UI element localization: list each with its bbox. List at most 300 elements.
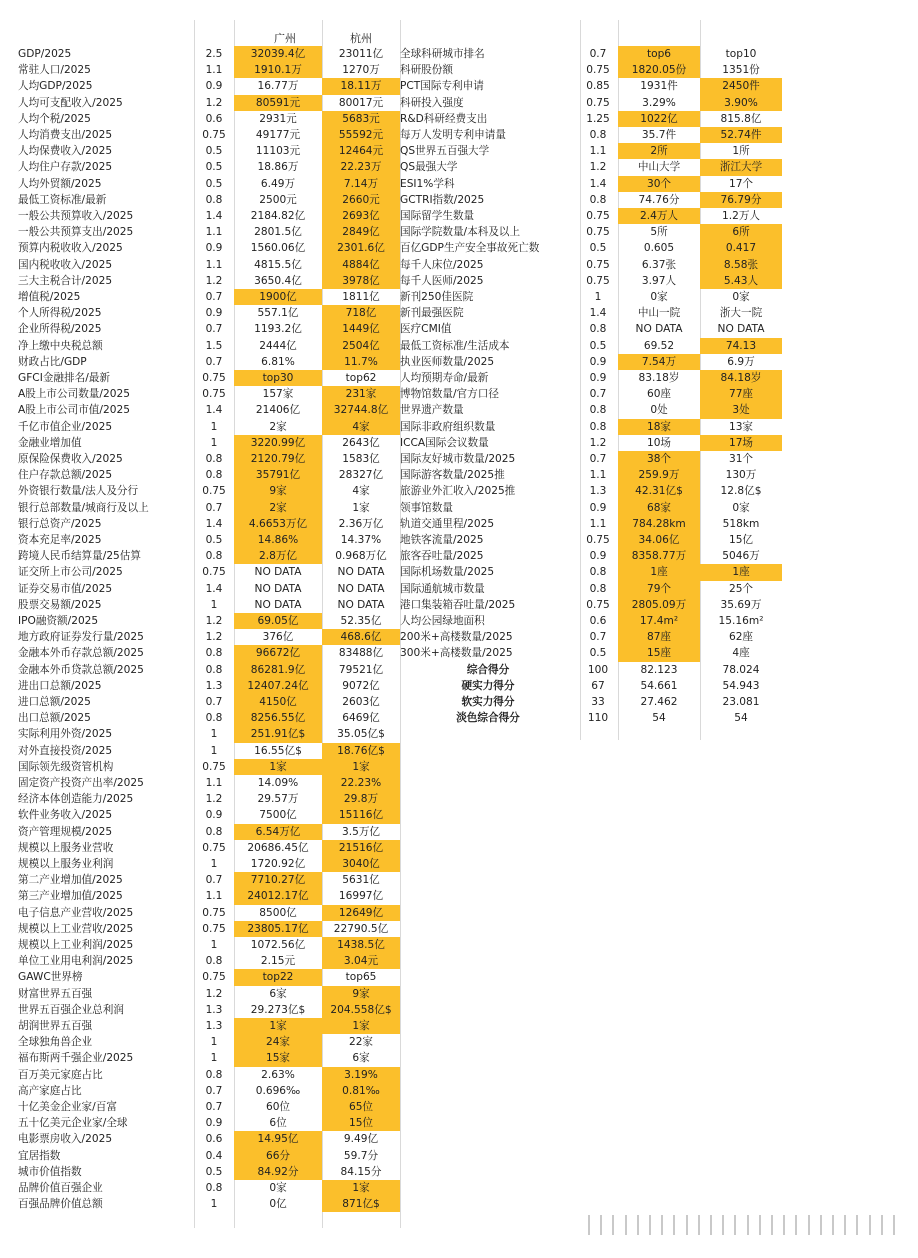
city-b-value: 1.2万人 [721, 210, 761, 222]
metric-name: 高产家庭占比 [18, 1084, 82, 1097]
city-a-value: 2444亿 [259, 339, 297, 352]
metric-name: 宜居指数 [18, 1149, 61, 1162]
city-a-value: 7710.27亿 [234, 872, 322, 888]
metric-name: 人均预期寿命/最新 [400, 372, 489, 384]
left-row [16, 921, 401, 937]
city-a-value: 8358.77万 [618, 548, 700, 564]
city-a-value: 10场 [646, 436, 672, 449]
right-row [398, 386, 904, 402]
city-b-value: 518km [722, 517, 760, 530]
city-a-value: 21406亿 [255, 404, 301, 417]
right-row [398, 192, 904, 208]
city-a-value: 1家 [234, 759, 322, 775]
city-a-value: 18.86万 [257, 161, 299, 174]
right-row [398, 305, 904, 321]
city-a-value: 38个 [618, 451, 700, 467]
city-a-score: 27.462 [640, 696, 678, 708]
weight-value: 0.5 [205, 145, 223, 158]
city-a-value: 35791亿 [234, 467, 322, 483]
weight-value: 0.7 [589, 453, 607, 465]
city-a-value: 34.06亿 [618, 532, 700, 548]
city-a-value: 74.76分 [638, 193, 680, 206]
city-b-value: 14.37% [340, 534, 382, 546]
weight-value: 1 [594, 291, 602, 303]
metric-name: 轨道交通里程/2025 [400, 517, 495, 530]
left-row [16, 791, 401, 807]
right-row [398, 435, 904, 451]
left-row [16, 743, 401, 759]
city-b-value: 0家 [732, 291, 750, 303]
city-b-value: 55592元 [322, 127, 400, 143]
right-row [398, 597, 904, 613]
city-b-value: 35.69万 [720, 598, 762, 611]
right-row [398, 289, 904, 305]
weight-value: 0.75 [586, 258, 610, 271]
left-row [16, 143, 401, 159]
city-a-value: NO DATA [254, 582, 302, 595]
left-row [16, 208, 401, 224]
city-a-score: 54.661 [640, 679, 678, 692]
weight-value: 0.8 [205, 955, 223, 968]
weight-value: 0.8 [205, 825, 223, 838]
city-a-value: 4815.5亿 [254, 258, 302, 271]
metric-name: QS世界五百强大学 [400, 145, 490, 158]
metric-name: 固定资产投资产出率/2025 [18, 777, 144, 789]
weight-value: 0.5 [589, 242, 607, 255]
left-row [16, 1180, 401, 1196]
metric-name: 百亿GDP生产安全事故死亡数 [400, 242, 540, 255]
city-b-value: 2.36万亿 [338, 517, 384, 530]
city-b-value: 9家 [322, 986, 400, 1002]
weight-value: 0.5 [205, 534, 223, 546]
metric-name: 规模以上服务业营收 [18, 841, 114, 854]
metric-name: 证交所上市公司/2025 [18, 566, 123, 579]
weight-value: 1.2 [205, 615, 223, 627]
right-row [398, 143, 904, 159]
weight-value: 0.7 [205, 355, 223, 368]
city-a-value: 1022亿 [618, 111, 700, 127]
city-a-value: 84.92分 [234, 1164, 322, 1180]
weight-value: 0.5 [589, 339, 607, 352]
right-row [398, 46, 904, 62]
left-row [16, 95, 401, 111]
metric-name: 规模以上工业利润/2025 [18, 939, 134, 951]
city-b-value: 1家 [322, 759, 400, 775]
city-a-value: 12407.24亿 [234, 678, 322, 694]
city-a-value: 83.18岁 [638, 372, 680, 384]
weight-value: 0.7 [205, 291, 223, 303]
left-row [16, 338, 401, 354]
city-b-value: 5046万 [722, 550, 760, 563]
city-a-value: 157家 [262, 388, 294, 401]
city-b-value: 浙江大学 [700, 159, 782, 175]
left-row [16, 888, 401, 904]
weight-value: 0.9 [205, 242, 223, 255]
metric-name: GFCI金融排名/最新 [18, 372, 110, 384]
city-a-value: 16.77万 [257, 80, 299, 93]
metric-name: 执业医师数量/2025 [400, 355, 495, 368]
city-a-value: 2805.09万 [618, 597, 700, 613]
city-a-value: 68家 [618, 500, 700, 516]
right-row [398, 127, 904, 143]
score-label: 硬实力得分 [461, 679, 515, 692]
right-row [398, 402, 904, 418]
city-a-value: 2.15元 [260, 955, 296, 968]
city-a-value: 376亿 [262, 631, 294, 644]
city-a-value: 9家 [234, 483, 322, 499]
weight-value: 0.6 [205, 1133, 223, 1146]
metric-name: 国际机场数量/2025 [400, 566, 495, 579]
city-b-value: 3处 [700, 402, 782, 418]
weight-value: 0.7 [205, 696, 223, 708]
weight-value: 0.75 [202, 485, 226, 498]
weight-value: 1.1 [205, 258, 223, 271]
metric-name: 每千人医师/2025 [400, 274, 484, 287]
city-b-value: 84.18岁 [700, 370, 782, 386]
metric-name: 银行总资产/2025 [18, 517, 102, 530]
left-row [16, 1196, 401, 1212]
left-row [16, 111, 401, 127]
weight-value: 0.75 [586, 598, 610, 611]
city-a-value: NO DATA [635, 323, 683, 336]
city-b-value: 3.90% [700, 95, 782, 111]
city-a-value: 32039.4亿 [234, 46, 322, 62]
metric-name: 五十亿美元企业家/全球 [18, 1117, 128, 1130]
weight-value: 1.5 [205, 339, 223, 352]
score-row [398, 662, 904, 678]
city-a-value: 16.55亿$ [254, 744, 302, 757]
city-a-value: 784.28km [618, 516, 700, 532]
metric-name: A股上市公司市值/2025 [18, 404, 130, 417]
left-row [16, 370, 401, 386]
metric-name: 增值税/2025 [18, 291, 81, 303]
city-b-value: 15位 [322, 1115, 400, 1131]
metric-name: 人均住户存款/2025 [18, 161, 113, 174]
weight-value: 0.75 [586, 534, 610, 546]
city-a-value: 7.54万 [618, 354, 700, 370]
city-b-value: 1家 [322, 1180, 400, 1196]
weight-value: 0.5 [205, 1165, 223, 1178]
left-row [16, 467, 401, 483]
weight-value: 0.8 [589, 420, 607, 433]
city-a-value: 2931元 [259, 112, 297, 125]
city-b-value: NO DATA [337, 582, 385, 595]
city-b-value: 9072亿 [342, 679, 380, 692]
city-a-value: 6.49万 [260, 177, 296, 190]
weight-value: 0.8 [205, 469, 223, 482]
city-a-value: 4.6653万亿 [234, 516, 322, 532]
city-b-score: 78.024 [722, 663, 760, 676]
left-row [16, 678, 401, 694]
city-b-value: 2693亿 [322, 208, 400, 224]
left-row [16, 710, 401, 726]
city-b-value: 52.74件 [700, 127, 782, 143]
metric-name: 资本充足率/2025 [18, 534, 102, 546]
weight-value: 0.8 [205, 550, 223, 563]
city-b-value: 6469亿 [342, 712, 380, 725]
city-a-value: 1座 [618, 564, 700, 580]
city-a-value: 5所 [650, 226, 668, 239]
city-a-value: 2184.82亿 [250, 210, 306, 222]
city-a-value: 14.09% [257, 777, 299, 789]
metric-name: 出口总额/2025 [18, 712, 91, 725]
metric-name: 银行总部数量/城商行及以上 [18, 501, 149, 514]
city-a-value: 1931件 [640, 80, 678, 93]
weight-value: 1.25 [586, 112, 610, 125]
metric-name: 百强品牌价值总额 [18, 1198, 103, 1211]
metric-name: 品牌价值百强企业 [18, 1182, 103, 1194]
city-a-value: 1072.56亿 [250, 939, 306, 951]
weight-value: 0.4 [205, 1149, 223, 1162]
left-row [16, 1050, 401, 1066]
city-a-value: 0家 [269, 1182, 287, 1194]
score-row [398, 678, 904, 694]
city-a-score: 54 [652, 712, 666, 725]
metric-name: 福布斯两千强企业/2025 [18, 1052, 134, 1065]
weight-value: 0.5 [589, 647, 607, 660]
metric-name: 住户存款总额/2025 [18, 469, 113, 482]
metric-name: 财富世界五百强 [18, 987, 93, 1000]
city-b-value: 1449亿 [322, 321, 400, 337]
city-b-value: 2603亿 [342, 696, 380, 708]
city-a-value: 29.273亿$ [250, 1003, 306, 1016]
metric-name: 国际友好城市数量/2025 [400, 453, 516, 465]
right-row [398, 645, 904, 661]
city-b-value: 11.7% [322, 354, 400, 370]
right-row [398, 548, 904, 564]
city-a-score: 82.123 [640, 663, 678, 676]
left-row [16, 1115, 401, 1131]
left-row [16, 1018, 401, 1034]
city-b-value: 3978亿 [322, 273, 400, 289]
city-b-value: 1583亿 [342, 453, 380, 465]
weight-value: 67 [591, 679, 605, 692]
weight-value: 0.5 [205, 161, 223, 174]
city-b-value: 29.8万 [322, 791, 400, 807]
weight-value: 1.4 [205, 517, 223, 530]
city-a-value: 3650.4亿 [254, 274, 302, 287]
metric-name: 金融本外币贷款总额/2025 [18, 663, 144, 676]
weight-value: 1.2 [205, 987, 223, 1000]
city-a-value: 86281.9亿 [234, 662, 322, 678]
right-row [398, 467, 904, 483]
city-a-value: 23805.17亿 [234, 921, 322, 937]
metric-name: 一般公共预算支出/2025 [18, 226, 134, 239]
weight-value: 0.9 [589, 372, 607, 384]
city-a-value: 中山大学 [637, 161, 681, 174]
city-b-value: 3.5万亿 [341, 825, 381, 838]
metric-name: 国际游客数量/2025推 [400, 469, 505, 482]
right-row [398, 516, 904, 532]
city-b-value: 2660元 [322, 192, 400, 208]
metric-name: 人均保费收入/2025 [18, 145, 113, 158]
metric-name: 十亿美金企业家/百富 [18, 1101, 117, 1113]
city-a-value: 35.7件 [641, 129, 677, 141]
city-a-value: 42.31亿$ [618, 483, 700, 499]
city-b-value: 1座 [700, 564, 782, 580]
left-row [16, 127, 401, 143]
city-b-value: 0.81‰ [322, 1083, 400, 1099]
metric-name: 博物馆数量/官方口径 [400, 388, 499, 401]
city-a-value: 69.52 [643, 339, 675, 352]
city-b-score: 23.081 [722, 696, 760, 708]
weight-value: 1.4 [589, 307, 607, 320]
weight-value: 0.8 [205, 647, 223, 660]
weight-value: 0.8 [589, 566, 607, 579]
city-a-value: 2所 [618, 143, 700, 159]
city-b-value: 22.23% [322, 775, 400, 791]
city-b-value: 23011亿 [338, 48, 384, 60]
city-b-value: 76.79分 [700, 192, 782, 208]
city-a-value: NO DATA [254, 566, 302, 579]
right-row [398, 500, 904, 516]
weight-value: 0.8 [589, 129, 607, 141]
metric-name: 证券交易市值/2025 [18, 582, 113, 595]
city-a-value: 6.54万亿 [234, 824, 322, 840]
city-b-value: 1438.5亿 [322, 937, 400, 953]
city-b-value: 31个 [728, 453, 754, 465]
weight-value: 0.75 [202, 129, 226, 141]
metric-name: 千亿市值企业/2025 [18, 420, 113, 433]
weight-value: 0.7 [205, 1101, 223, 1113]
weight-value: 1.1 [205, 890, 223, 903]
right-row [398, 451, 904, 467]
metric-name: 200米+高楼数量/2025 [400, 631, 513, 644]
city-a-value: 18家 [618, 419, 700, 435]
metric-name: 地铁客流量/2025 [400, 534, 484, 546]
metric-name: 人均GDP/2025 [18, 80, 93, 93]
metric-name: 世界遗产数量 [400, 404, 464, 417]
city-b-value: 468.6亿 [322, 629, 400, 645]
metric-name: 港口集装箱吞吐量/2025 [400, 598, 516, 611]
left-row [16, 597, 401, 613]
left-row [16, 905, 401, 921]
city-b-value: 3040亿 [322, 856, 400, 872]
city-b-value: 0家 [732, 501, 750, 514]
city-b-value: 16997亿 [338, 890, 384, 903]
metric-name: 外资银行数量/法人及分行 [18, 485, 139, 498]
weight-value: 0.9 [589, 550, 607, 563]
city-a-value: 30个 [618, 176, 700, 192]
right-row [398, 62, 904, 78]
weight-value: 1.2 [589, 436, 607, 449]
left-row [16, 986, 401, 1002]
weight-value: 0.5 [205, 177, 223, 190]
city-a-value: 1820.05份 [618, 62, 700, 78]
weight-value: 1 [210, 1036, 218, 1049]
metric-name: 常驻人口/2025 [18, 64, 91, 77]
weight-value: 0.7 [205, 874, 223, 887]
left-row [16, 289, 401, 305]
city-a-value: NO DATA [254, 598, 302, 611]
city-a-value: 8256.55亿 [234, 710, 322, 726]
metric-name: 世界五百强企业总利润 [18, 1003, 124, 1016]
metric-name: 金融本外币存款总额/2025 [18, 647, 144, 660]
metric-name: 个人所得税/2025 [18, 307, 102, 320]
weight-value: 0.6 [205, 112, 223, 125]
left-row [16, 807, 401, 823]
weight-value: 1.3 [205, 679, 223, 692]
city-a-value: 1193.2亿 [254, 323, 302, 336]
metric-name: 第三产业增加值/2025 [18, 890, 123, 903]
city-b-value: 130万 [725, 469, 757, 482]
city-a-value: 2.4万人 [618, 208, 700, 224]
left-row [16, 483, 401, 499]
left-row [16, 840, 401, 856]
weight-value: 1.2 [205, 793, 223, 806]
city-b-value: 22家 [348, 1036, 374, 1049]
left-row [16, 435, 401, 451]
metric-name: GCTRI指数/2025 [400, 193, 485, 206]
left-row [16, 62, 401, 78]
weight-value: 0.8 [205, 663, 223, 676]
right-row [398, 629, 904, 645]
metric-name: GAWC世界榜 [18, 971, 83, 984]
metric-name: 人均个税/2025 [18, 112, 91, 125]
weight-value: 1.2 [205, 631, 223, 644]
metric-name: 全球独角兽企业 [18, 1036, 93, 1049]
left-row [16, 354, 401, 370]
left-row [16, 78, 401, 94]
weight-value: 1.1 [205, 64, 223, 77]
left-row [16, 516, 401, 532]
city-a-value: 66分 [234, 1148, 322, 1164]
city-a-value: 96672亿 [234, 645, 322, 661]
metric-name: 最低工资标准/最新 [18, 193, 107, 206]
city-a-value: 8500亿 [259, 906, 297, 919]
city-b-value: 22.23万 [322, 159, 400, 175]
left-row [16, 257, 401, 273]
city-b-value: 22790.5亿 [333, 922, 389, 935]
weight-value: 0.7 [589, 48, 607, 60]
right-row [398, 564, 904, 580]
weight-value: 0.9 [205, 809, 223, 822]
weight-value: 0.75 [202, 841, 226, 854]
city-a-value: 0.605 [643, 242, 675, 255]
city-a-value: 1家 [234, 1018, 322, 1034]
horizontal-scroll-indicator[interactable] [588, 1213, 906, 1239]
city-b-value: 12.8亿$ [720, 485, 762, 498]
city-a-value: 2家 [269, 420, 287, 433]
weight-value: 0.75 [586, 210, 610, 222]
left-row [16, 824, 401, 840]
weight-value: 0.75 [586, 274, 610, 287]
right-row [398, 208, 904, 224]
left-row [16, 176, 401, 192]
right-row [398, 370, 904, 386]
city-b-value: 25个 [728, 582, 754, 595]
metric-name: A股上市公司数量/2025 [18, 388, 130, 401]
weight-value: 1.3 [205, 1020, 223, 1032]
city-b-value: 28327亿 [338, 469, 384, 482]
city-b-value: NO DATA [337, 598, 385, 611]
right-row [398, 176, 904, 192]
city-b-value: 718亿 [322, 305, 400, 321]
left-row [16, 451, 401, 467]
left-row [16, 192, 401, 208]
city-a-value: 60位 [265, 1101, 291, 1113]
metric-name: 新刊250佳医院 [400, 291, 474, 303]
weight-value: 0.75 [586, 226, 610, 239]
metric-name: 规模以上工业营收/2025 [18, 922, 134, 935]
city-a-value: 80591元 [234, 95, 322, 111]
metric-name: 进口总额/2025 [18, 696, 91, 708]
city-a-value: 6.37张 [641, 258, 677, 271]
metric-name: 国际留学生数量 [400, 210, 475, 222]
metric-name: 股票交易额/2025 [18, 598, 102, 611]
left-row [16, 953, 401, 969]
left-row [16, 1002, 401, 1018]
